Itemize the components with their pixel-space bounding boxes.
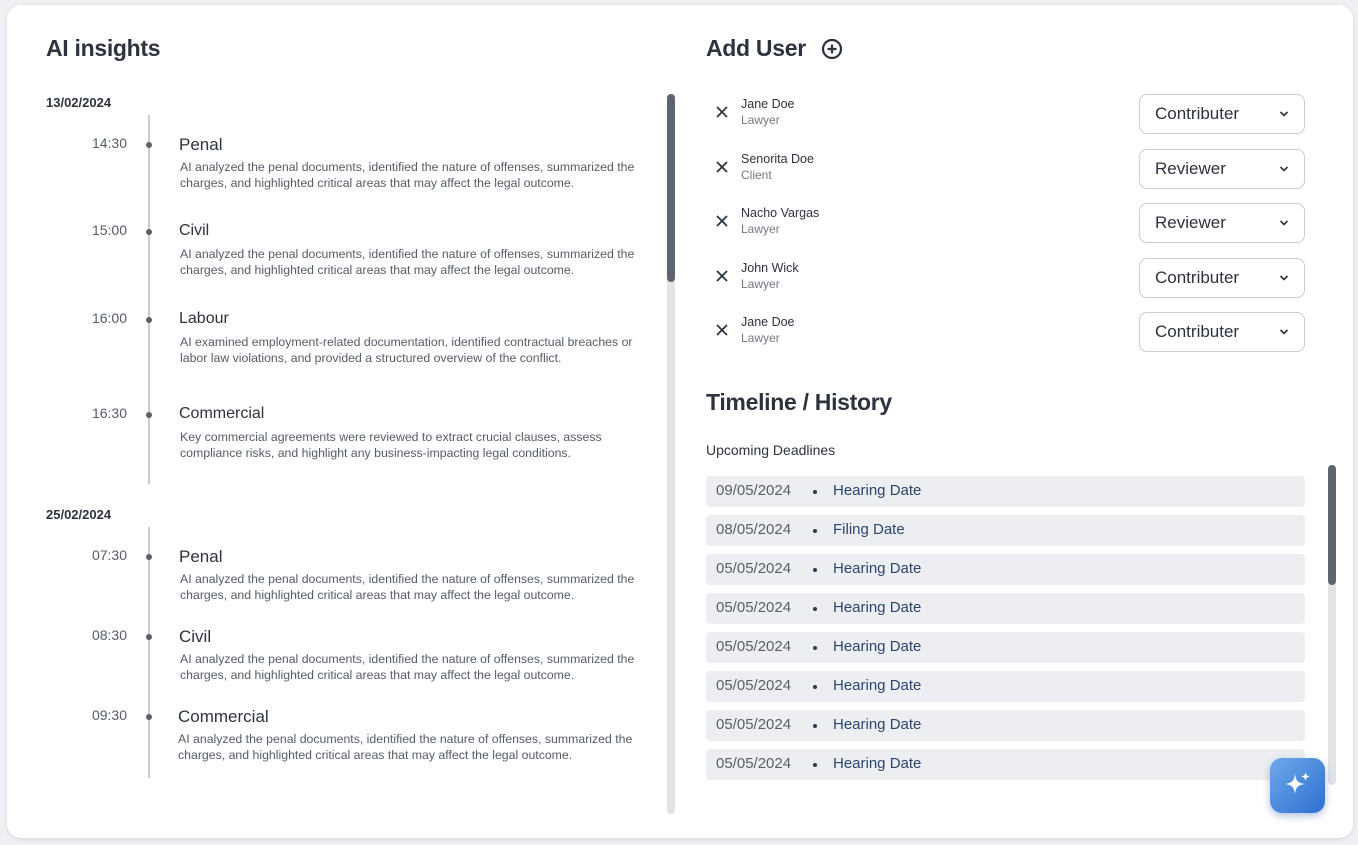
user-name: Nacho Vargas [741, 206, 820, 220]
deadline-row[interactable] [706, 632, 1305, 663]
user-row [687, 149, 1327, 189]
deadline-row[interactable] [706, 749, 1305, 780]
close-icon[interactable] [715, 105, 729, 119]
deadline-row[interactable] [706, 476, 1305, 507]
timeline-dot [146, 229, 152, 235]
add-user-title: Add User [706, 35, 806, 61]
timeline-line [148, 527, 150, 778]
insight-description: AI examined employment-related documentation, identified contractual breaches or labor law violations, and provided a structured overview of the conflict. [180, 335, 633, 365]
user-name: Senorita Doe [741, 152, 814, 166]
right-panel [687, 5, 1353, 838]
deadline-date: 05/05/2024 [716, 755, 792, 772]
main-card [7, 5, 1353, 838]
deadlines-scrollbar-thumb[interactable] [1328, 465, 1336, 585]
timeline-line [148, 115, 150, 484]
insights-scrollbar[interactable] [667, 94, 675, 814]
permission-select[interactable] [1139, 258, 1305, 298]
deadline-date: 05/05/2024 [716, 677, 792, 694]
insight-group-date: 13/02/2024 [46, 95, 112, 110]
bullet-dot [813, 724, 817, 728]
timeline-dot [146, 714, 152, 720]
user-role: Lawyer [741, 113, 780, 127]
deadline-date: 05/05/2024 [716, 638, 792, 655]
close-icon[interactable] [715, 269, 729, 283]
permission-value: Reviewer [1155, 159, 1226, 178]
ai-insights-panel [7, 5, 687, 838]
close-icon[interactable] [715, 214, 729, 228]
user-role: Lawyer [741, 277, 780, 291]
user-role: Lawyer [741, 222, 780, 236]
timeline-dot [146, 317, 152, 323]
deadline-type: Hearing Date [833, 638, 922, 655]
bullet-dot [813, 685, 817, 689]
insight-description: Key commercial agreements were reviewed to extract crucial clauses, assess compliance risks, and highlight any business-impacting legal conditions. [180, 430, 602, 460]
deadline-type: Hearing Date [833, 677, 922, 694]
user-name: Jane Doe [741, 315, 795, 329]
timeline-dot [146, 634, 152, 640]
permission-value: Contributer [1155, 268, 1240, 287]
insight-category: Penal [179, 547, 223, 566]
plus-circle-icon[interactable] [821, 38, 843, 60]
user-role: Client [741, 168, 772, 182]
insight-category: Commercial [178, 707, 269, 726]
deadline-date: 05/05/2024 [716, 560, 792, 577]
user-name: John Wick [741, 261, 799, 275]
insight-category: Penal [179, 135, 223, 154]
deadline-row[interactable] [706, 710, 1305, 741]
user-name: Jane Doe [741, 97, 795, 111]
ai-insights-title: AI insights [46, 35, 161, 61]
bullet-dot [813, 568, 817, 572]
bullet-dot [813, 646, 817, 650]
timeline-title: Timeline / History [706, 389, 892, 415]
insight-time: 15:00 [91, 222, 127, 238]
deadline-date: 05/05/2024 [716, 716, 792, 733]
insight-category: Labour [179, 310, 229, 327]
deadline-row[interactable] [706, 515, 1305, 546]
deadline-date: 05/05/2024 [716, 599, 792, 616]
deadline-type: Hearing Date [833, 599, 922, 616]
chevron-down-icon [1279, 274, 1289, 282]
user-row [687, 94, 1327, 134]
bullet-dot [813, 763, 817, 767]
ai-assistant-button[interactable] [1270, 758, 1325, 813]
insight-description: AI analyzed the penal documents, identified the nature of offenses, summarized the charges, and highlighted critical areas that may affect the legal outcome. [180, 160, 635, 190]
timeline-dot [146, 412, 152, 418]
insight-description: AI analyzed the penal documents, identified the nature of offenses, summarized the charges, and highlighted critical areas that may affect the legal outcome. [180, 572, 635, 602]
user-row [687, 258, 1327, 298]
timeline-dot [146, 142, 152, 148]
insight-time: 16:00 [91, 310, 127, 326]
insight-description: AI analyzed the penal documents, identified the nature of offenses, summarized the charges, and highlighted critical areas that may affect the legal outcome. [178, 732, 633, 762]
permission-select[interactable] [1139, 94, 1305, 134]
deadline-type: Hearing Date [833, 755, 922, 772]
user-row [687, 312, 1327, 352]
insight-category: Commercial [179, 405, 265, 422]
deadline-row[interactable] [706, 593, 1305, 624]
permission-select[interactable] [1139, 312, 1305, 352]
insight-time: 07:30 [91, 547, 127, 563]
insight-category: Civil [179, 627, 212, 646]
close-icon[interactable] [715, 160, 729, 174]
insight-time: 08:30 [91, 627, 127, 643]
bullet-dot [813, 607, 817, 611]
chevron-down-icon [1279, 328, 1289, 336]
bullet-dot [813, 490, 817, 494]
permission-select[interactable] [1139, 149, 1305, 189]
insight-description: AI analyzed the penal documents, identified the nature of offenses, summarized the charges, and highlighted critical areas that may affect the legal outcome. [180, 247, 635, 277]
insight-time: 16:30 [91, 405, 127, 421]
sparkle-icon [1282, 770, 1313, 801]
close-icon[interactable] [715, 323, 729, 337]
chevron-down-icon [1279, 165, 1289, 173]
deadline-date: 08/05/2024 [716, 521, 792, 538]
upcoming-deadlines-label: Upcoming Deadlines [706, 442, 836, 458]
insight-description: AI analyzed the penal documents, identified the nature of offenses, summarized the charges, and highlighted critical areas that may affect the legal outcome. [180, 652, 635, 682]
user-row [687, 203, 1327, 243]
permission-value: Contributer [1155, 104, 1240, 123]
user-role: Lawyer [741, 331, 780, 345]
chevron-down-icon [1279, 110, 1289, 118]
deadline-type: Hearing Date [833, 716, 922, 733]
insight-time: 14:30 [91, 135, 127, 151]
insight-category: Civil [179, 222, 210, 239]
insight-group-date: 25/02/2024 [46, 507, 112, 522]
deadline-type: Filing Date [833, 521, 905, 538]
timeline-dot [146, 554, 152, 560]
deadline-date: 09/05/2024 [716, 482, 792, 499]
chevron-down-icon [1279, 219, 1289, 227]
deadline-type: Hearing Date [833, 560, 922, 577]
insights-scrollbar-thumb[interactable] [667, 94, 675, 282]
insight-time: 09:30 [91, 707, 127, 723]
permission-select[interactable] [1139, 203, 1305, 243]
bullet-dot [813, 529, 817, 533]
deadline-type: Hearing Date [833, 482, 922, 499]
permission-value: Contributer [1155, 322, 1240, 341]
deadline-row[interactable] [706, 671, 1305, 702]
deadlines-scrollbar[interactable] [1328, 465, 1336, 785]
deadline-row[interactable] [706, 554, 1305, 585]
permission-value: Reviewer [1155, 213, 1226, 232]
